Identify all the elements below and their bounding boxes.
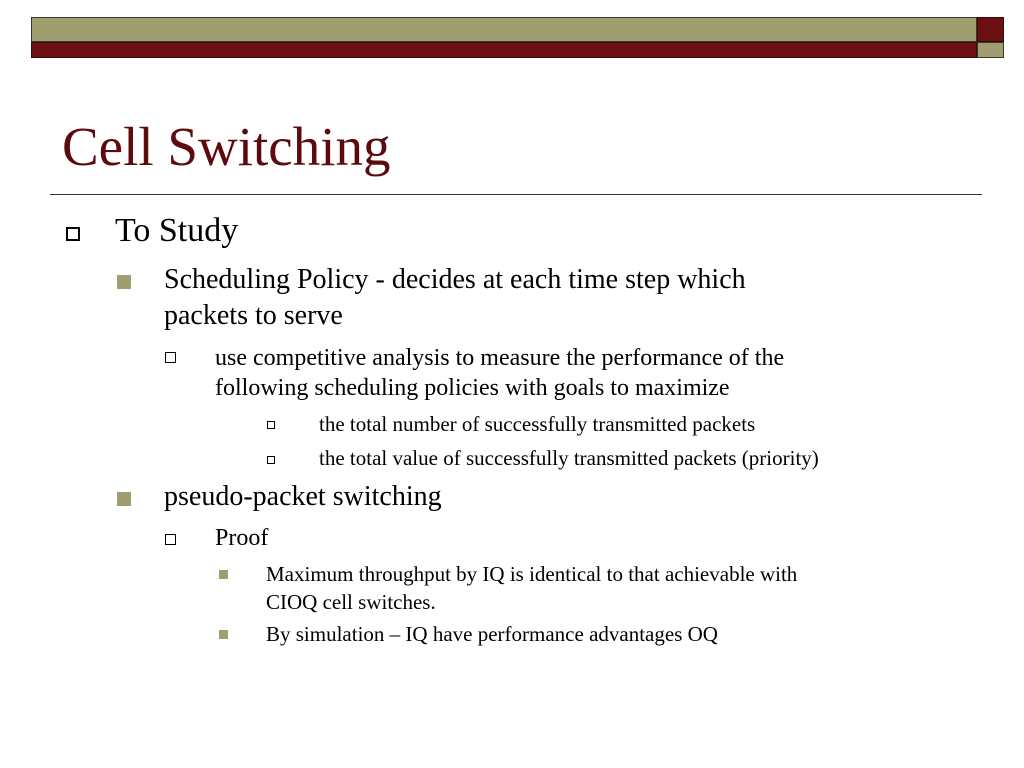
bullet-text-line: use competitive analysis to measure the performance of the [215,345,785,371]
bullet-text-line: Maximum throughput by IQ is identical to that achievable with [266,562,798,586]
solid-square-bullet-icon [117,275,131,289]
bullet-text: Proof [215,525,269,551]
header-square-maroon [977,17,1004,42]
bullet-text-line: CIOQ cell switches. [266,590,436,614]
bullet-text-line: Scheduling Policy - decides at each time step which [164,264,746,295]
hollow-square-bullet-icon [165,352,176,363]
bullet-text: pseudo-packet switching [164,481,442,512]
bullet-text-line: following scheduling policies with goals to maximize [215,375,730,401]
bullet-text: the total value of successfully transmitted packets (priority) [319,446,819,470]
bullet-text: By simulation – IQ have performance advantages OQ [266,622,718,646]
slide-title: Cell Switching [62,116,391,177]
hollow-square-bullet-icon [267,421,275,429]
bullet-text-line: packets to serve [164,300,343,331]
hollow-square-bullet-icon [66,227,80,241]
title-divider [50,194,982,195]
bullet-text: the total number of successfully transmitted packets [319,412,756,436]
header-square-olive [977,42,1004,58]
hollow-square-bullet-icon [165,534,176,545]
header-bar-olive [31,17,977,42]
solid-square-bullet-icon [117,492,131,506]
header-bar-maroon [31,42,977,58]
hollow-square-bullet-icon [267,456,275,464]
bullet-text: To Study [115,212,239,249]
solid-square-bullet-icon [219,570,228,579]
solid-square-bullet-icon [219,630,228,639]
